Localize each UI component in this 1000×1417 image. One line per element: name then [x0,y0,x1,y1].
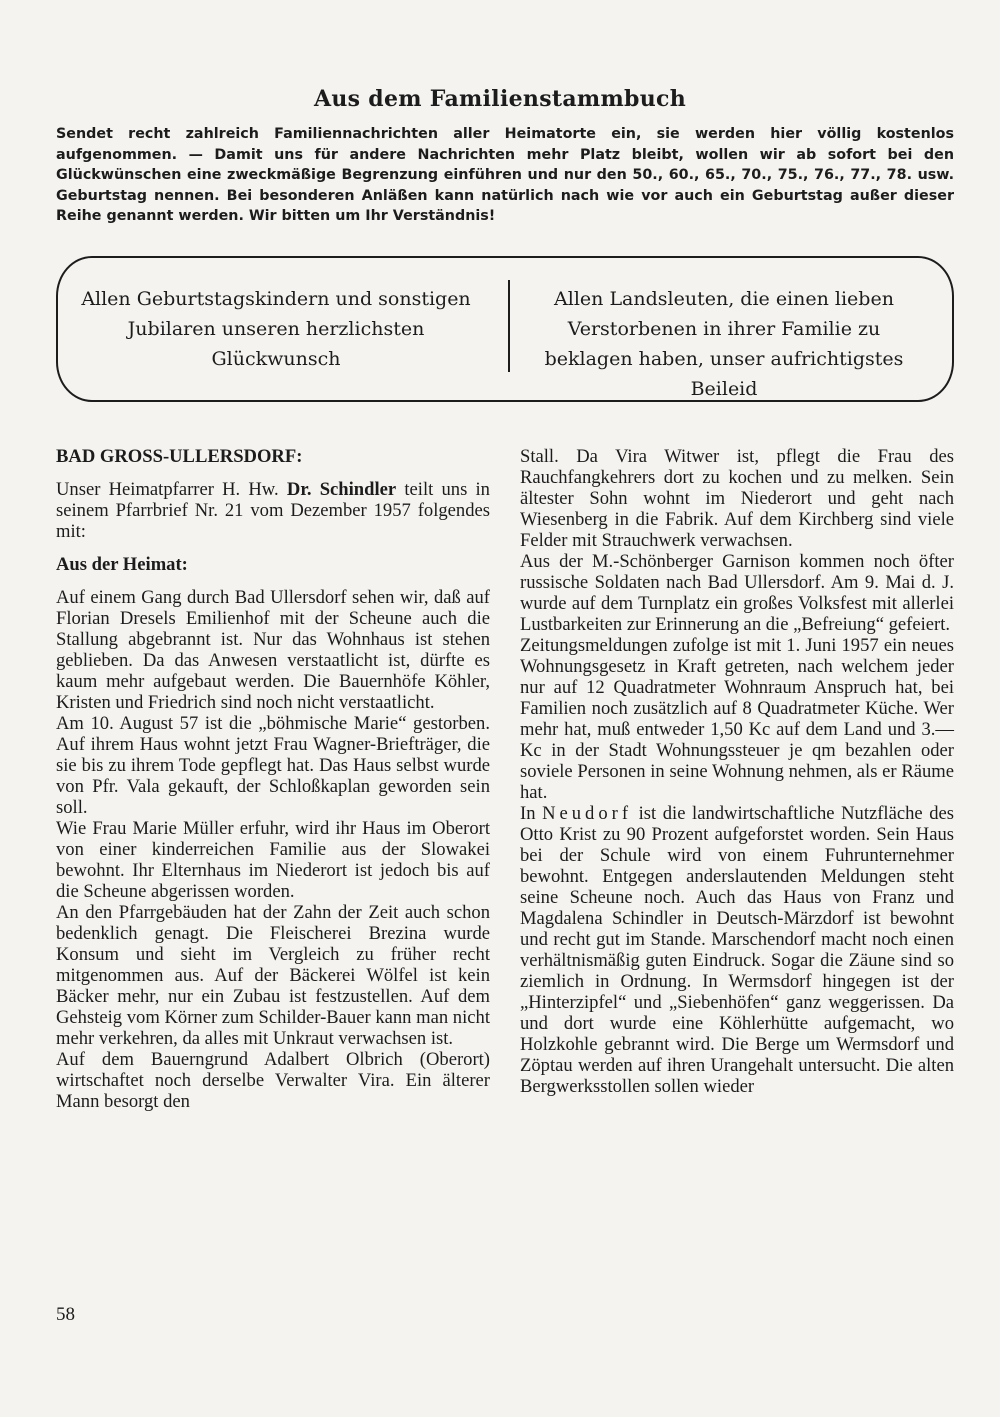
article-column-left [56,446,490,1112]
pastor-name: Dr. Schindler [286,479,397,500]
paragraph: Am 10. August 57 ist die „böhmische Marie“ gestorben. Auf ihrem Haus wohnt jetzt Frau Wagner-Briefträger, die sie bis zu ihrem Tode gepflegt hat. Das Haus selbst wurde von Pfr. Vala gekauft, der Schloßkaplan geworden sein soll. [56,713,490,818]
article-column-right [520,446,954,1097]
lead-paragraph [56,479,490,542]
section-title: BAD GROSS-ULLERSDORF: [56,446,303,467]
spacer [56,575,490,587]
lead-text-start: Unser Heimatpfarrer H. Hw. [56,479,279,500]
paragraph: An den Pfarrgebäuden hat der Zahn der Zeit auch schon bedenklich genagt. Die Fleischerei Brezina wurde Konsum und sieht im Vergleich zu früher recht mitgenommen aus. Auf der Bäckerei Wölfel ist kein Bäcker mehr, nur ein Zubau ist festzustellen. Auf dem Gehsteig vom Körner zum Schilder-Bauer kann man nicht mehr verkehren, da alles mit Unkraut verwachsen ist. [56,902,490,1049]
condolence-message: Allen Landsleuten, die einen lieben Verstorbenen in ihrer Familie zu beklagen haben, unser aufrichtigstes Beileid [544,288,904,400]
paragraph-prefix: In [520,803,536,824]
place-name: Neudorf [542,803,633,824]
paragraph-rest: ist die landwirtschaftliche Nutzfläche des Otto Krist zu 90 Prozent aufgeforstet worden. Sein Haus bei der Schule wird von einem Fuhrunternehmer bewohnt. Entgegen anderslautenden Meldungen steht seine Scheune noch. Auch das Haus von Franz und Magdalena Schindler in Deutsch-Märzdorf ist bewohnt und recht gut im Stande. Marschendorf macht noch einen verhältnismäßig guten Eindruck. Sogar die Zäune sind so ziemlich in Ordnung. In Wermsdorf hingegen ist der „Hinterzipfel“ und „Siebenhöfen“ ganz weggerissen. Da und dort wurde eine Köhlerhütte aufgemacht, wo Holzkohle gebrannt wird. Die Berge um Wermsdorf und Zöptau werden auf ihren Urangehalt untersucht. Die alten Bergwerksstollen sollen wieder [520,803,955,1097]
paragraph: Stall. Da Vira Witwer ist, pflegt die Frau des Rauchfangkehrers dort zu kochen und zu melken. Sein ältester Sohn wohnt im Niederort und geht nach Wiesenberg in die Fabrik. Auf dem Kirchberg sind viele Felder mit Strauchwerk verwachsen. [520,446,954,551]
intro-text: Sendet recht zahlreich Familiennachrichten aller Heimatorte ein, sie werden hier völlig kostenlos aufgenommen. — Damit uns für andere Nachrichten mehr Platz bleibt, wollen wir ab sofort bei den Glückwünschen eine zweckmäßige Begrenzung einführen und nur den 50., 60., 65., 70., 75., 76., 77., 78. usw. Geburtstag nennen. Bei besonderen Anläßen kann natürlich nach wie vor auch ein Geburtstag außer dieser Reihe genannt werden. Wir bitten um Ihr Verständnis! [56,126,954,224]
spacer [56,467,490,479]
greeting-box [56,256,954,402]
page-number: 58 [56,1304,75,1325]
paragraph: Auf einem Gang durch Bad Ullersdorf sehen wir, daß auf Florian Dresels Emilienhof mit der Scheune auch die Stallung abgebrannt ist. Nur das Wohnhaus ist stehen geblieben. Da das Anwesen verstaatlicht ist, dürfte es kaum mehr aufgebaut werden. Die Bauernhöfe Köhler, Kristen und Friedrich sind noch nicht verstaatlicht. [56,587,490,713]
lead-text-end: teilt uns in seinem Pfarrbrief Nr. 21 vom Dezember 1957 folgendes mit: [56,479,490,542]
page-title: Aus dem Familienstammbuch [313,86,687,112]
paragraph [520,803,954,1097]
paragraph: Auf dem Bauerngrund Adalbert Olbrich (Oberort) wirtschaftet noch derselbe Verwalter Vira. Ein älterer Mann besorgt den [56,1049,490,1112]
birthday-greeting: Allen Geburtstagskindern und sonstigen Jubilaren unseren herzlichsten Glückwunsch [81,288,471,370]
subheading: Aus der Heimat: [56,554,188,575]
paragraph: Zeitungsmeldungen zufolge ist mit 1. Juni 1957 ein neues Wohnungsgesetz in Kraft getreten, nach welchem jeder nur auf 12 Quadratmeter Wohnraum Anspruch hat, bei Familien noch zusätzlich auf 8 Quadratmeter Küche. Wer mehr hat, muß entweder 1,50 Kc auf dem Land und 3.— Kc in der Stadt Wohnungssteuer je qm bezahlen oder soviele Personen in seine Wohnung nehmen, als er Räume hat. [520,635,954,803]
paragraph: Aus der M.-Schönberger Garnison kommen noch öfter russische Soldaten nach Bad Ullersdorf. Am 9. Mai d. J. wurde auf dem Turnplatz ein großes Volksfest mit allerlei Lustbarkeiten zur Erinnerung an die „Befreiung“ gefeiert. [520,551,954,635]
intro-notice [56,124,954,227]
box-divider [508,280,510,372]
paragraph: Wie Frau Marie Müller erfuhr, wird ihr Haus im Oberort von einer kinderreichen Familie aus der Slowakei bewohnt. Ihr Elternhaus im Niederort ist jedoch bis auf die Scheune abgerissen worden. [56,818,490,902]
spacer [56,542,490,554]
